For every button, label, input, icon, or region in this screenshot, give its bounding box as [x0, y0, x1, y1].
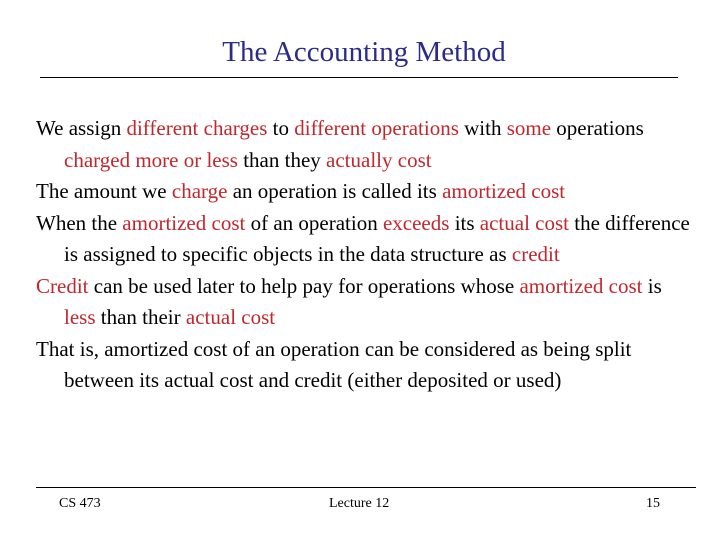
- emphasis-run: charged more or less: [64, 147, 238, 172]
- text-run: can be used later to help pay for operations whose: [88, 273, 520, 298]
- emphasis-run: actual cost: [479, 210, 569, 235]
- footer-course: CS 473: [59, 496, 101, 511]
- text-run: the difference is assigned to specific objects in the data structure as: [64, 210, 690, 266]
- slide-body: [36, 113, 696, 397]
- emphasis-run: some: [506, 116, 552, 140]
- text-run: That is, amortized cost of an operation can be considered as being split between its actual cost and credit (either deposited or used): [36, 336, 632, 392]
- title-divider: [40, 77, 678, 78]
- emphasis-run: actually cost: [326, 147, 432, 172]
- emphasis-run: amortized cost: [442, 179, 566, 203]
- footer-page-number: 15: [646, 496, 660, 511]
- text-run: When the: [36, 210, 123, 235]
- text-run: with: [458, 116, 507, 140]
- paragraph-summary: [36, 334, 696, 397]
- text-run: The amount we: [36, 179, 172, 203]
- text-run: its: [449, 210, 480, 235]
- text-run: than they: [237, 147, 327, 172]
- emphasis-run: different operations: [294, 116, 459, 140]
- text-run: We assign: [36, 116, 127, 140]
- emphasis-run: Credit: [36, 273, 89, 298]
- text-run: than their: [95, 305, 186, 329]
- emphasis-run: exceeds: [382, 210, 450, 235]
- emphasis-run: credit: [511, 242, 560, 266]
- paragraph-amortized-cost-definition: [36, 176, 696, 208]
- text-run: is: [642, 273, 662, 298]
- text-run: operations: [551, 116, 644, 140]
- footer-lecture: Lecture 12: [329, 496, 390, 511]
- text-run: an operation is called its: [227, 179, 443, 203]
- text-run: of an operation: [245, 210, 383, 235]
- emphasis-run: actual cost: [185, 305, 276, 329]
- footer-divider: [36, 487, 696, 488]
- paragraph-credit-assignment: [36, 208, 696, 271]
- emphasis-run: less: [64, 305, 96, 329]
- paragraph-credit-usage: [36, 271, 696, 334]
- paragraph-different-charges: [36, 113, 696, 176]
- text-run: to: [267, 116, 295, 140]
- emphasis-run: amortized cost: [519, 273, 643, 298]
- emphasis-run: charge: [171, 179, 228, 203]
- slide-title: The Accounting Method: [222, 36, 506, 68]
- emphasis-run: amortized cost: [122, 210, 246, 235]
- emphasis-run: different charges: [126, 116, 268, 140]
